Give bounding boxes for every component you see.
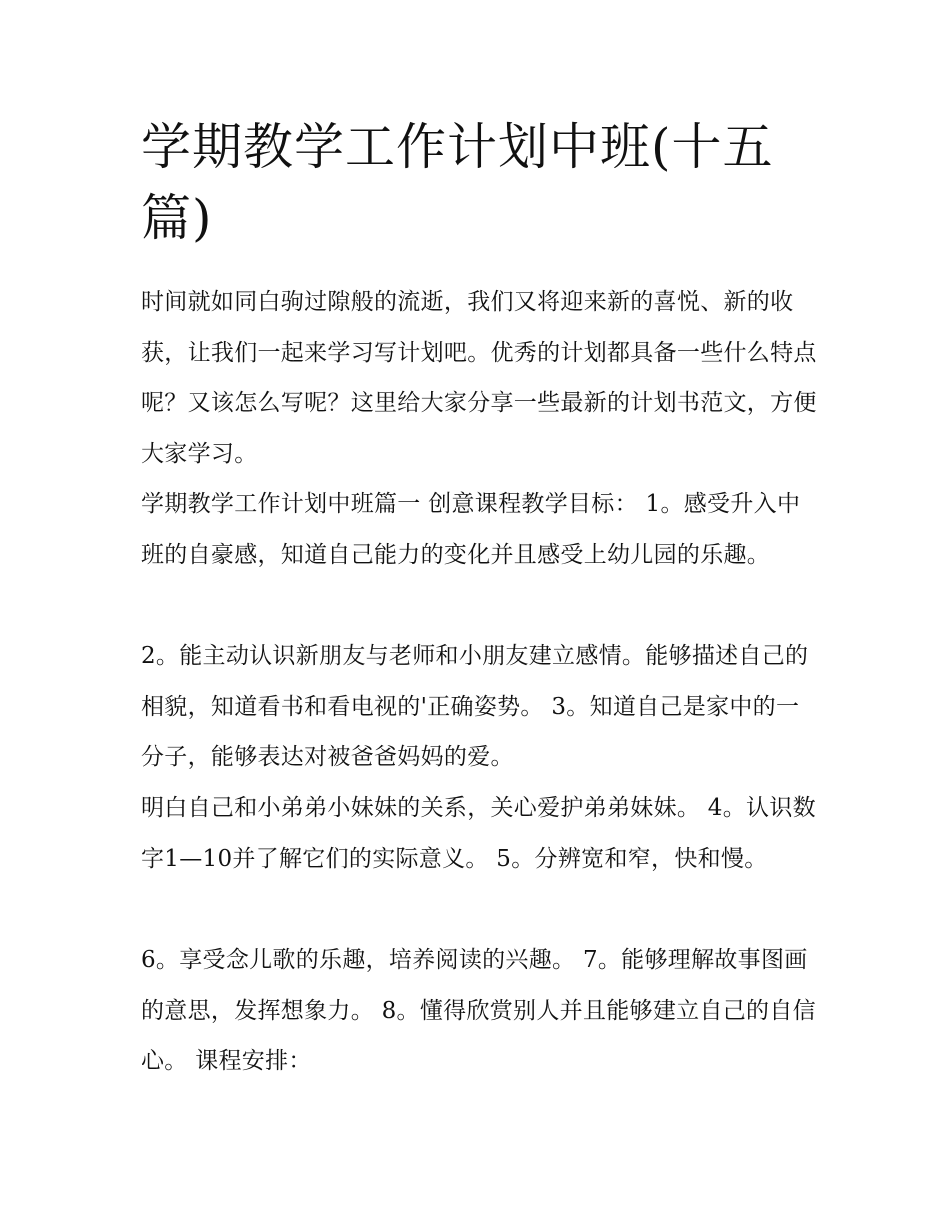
goals-paragraph-4: 6。享受念儿歌的乐趣，培养阅读的兴趣。 7。能够理解故事图画的意思，发挥想象力。 8。懂得欣赏别人并且能够建立自己的自信心。 课程安排： bbox=[141, 947, 816, 1074]
document-title: 学期教学工作计划中班(十五篇) bbox=[141, 118, 774, 247]
goals-paragraph-1: 学期教学工作计划中班篇一 创意课程教学目标： 1。感受升入中班的自豪感，知道自己能力的变化并且感受上幼儿园的乐趣。 bbox=[141, 491, 801, 568]
goals-paragraph-2: 2。能主动认识新朋友与老师和小朋友建立感情。能够描述自己的相貌，知道看书和看电视的'正确姿势。 3。知道自己是家中的一分子，能够表达对被爸爸妈妈的爱。 bbox=[141, 643, 809, 770]
intro-paragraph: 时间就如同白驹过隙般的流逝，我们又将迎来新的喜悦、新的收获，让我们一起来学习写计划吧。优秀的计划都具备一些什么特点呢？又该怎么写呢？这里给大家分享一些最新的计划书范文，方便大家学习。 bbox=[141, 289, 817, 467]
goals-paragraph-3: 明白自己和小弟弟小妹妹的关系，关心爱护弟弟妹妹。 4。认识数字1—10并了解它们的实际意义。 5。分辨宽和窄，快和慢。 bbox=[141, 795, 816, 872]
